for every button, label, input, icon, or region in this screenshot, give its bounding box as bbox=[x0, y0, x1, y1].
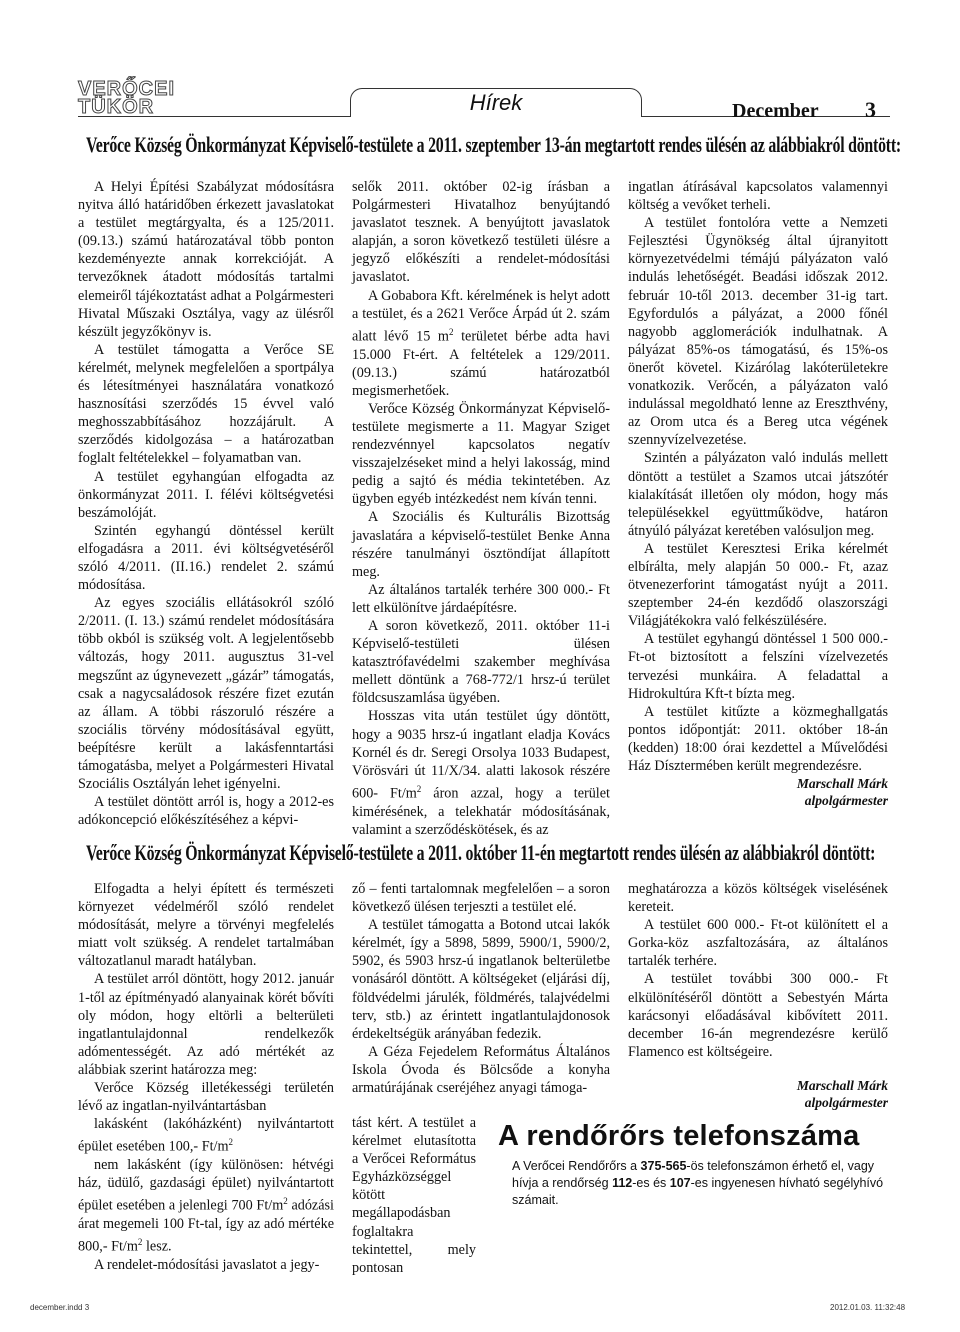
text-run: -ös telefonszámon érhető el, vagy hívja a rendőrség bbox=[512, 1159, 875, 1190]
police-box-text bbox=[512, 1158, 892, 1209]
article2-column-2 bbox=[352, 880, 610, 1097]
paragraph: A Helyi Építési Szabályzat módosításra nyitva álló határidőben érkezett javaslatokat a testület megtárgyalta, és a 125/2011. (09.13.) számú határozatával több ponton kezdeményezte annak korrekcióját. A tervezőknek átadott módosítás tartalmi elemeiről tájékoztatást adhat a Polgármesteri Hivatal Műszaki Osztálya, vagy az ülésről készült jegyzőkönyv is. bbox=[78, 179, 334, 340]
paragraph: A testület támogatta a Verőce SE kérelmét, melynek megfelelően a sportpálya és létesítményei használatára vonatkozó hasznosítási szerződés 15 évvel való meghosszabbításához hozzájárult. A szerződés kidolgozása – a határozatban foglalt feltételekkel – folyamatban van. bbox=[78, 341, 334, 467]
logo-line-2: TÜKÖR bbox=[78, 96, 155, 118]
masthead-logo bbox=[78, 80, 175, 116]
phone-number: 375-565 bbox=[640, 1159, 687, 1173]
paragraph: A testület döntött arról is, hogy a 2012-es adókoncepció előkészítéséhez a képvi- bbox=[78, 794, 334, 829]
signature-name: Marschall Márk bbox=[796, 1077, 888, 1093]
paragraph: ingatlan átírásával kapcsolatos valamennyi költség a vevőket terheli. bbox=[628, 179, 888, 214]
paragraph: selők 2011. október 02-ig írásban a Polgármesteri Hivatalhoz benyújtandó javaslatot tesznek. A benyújtott javaslatok alapján, a soron következő testületi ülésre a jegyző előkészíti a rendelet-módosítási javaslatot. bbox=[352, 179, 610, 286]
footer-timestamp: 2012.01.03. 11:32:48 bbox=[830, 1303, 906, 1312]
paragraph: Szintén egyhangú döntéssel került elfogadásra a 2011. évi költségvetéséről szóló 4/2011. (II.16.) rendelet 2. számú módosítása. bbox=[78, 522, 334, 594]
paragraph bbox=[352, 287, 610, 400]
text-run: lakásként (lakóházként) nyilvántartott épület esetében 100,- Ft/m bbox=[78, 1116, 334, 1156]
paragraph bbox=[78, 1115, 334, 1156]
text-run: -es ingyenesen hívható segélyhívó számait. bbox=[512, 1176, 884, 1207]
paragraph: A Géza Fejedelem Református Általános Iskola Óvoda és Bölcsőde a konyha armatúrájának cseréjéhez anyagi támoga- bbox=[352, 1043, 610, 1097]
text-run: A Verőcei Rendőrőrs a bbox=[512, 1159, 641, 1173]
section-label: Hírek bbox=[469, 90, 523, 115]
paragraph: Szintén a pályázaton való indulás mellett döntött a testület a Szamos utcai játszótér kialakítását illetően oly módon, hogy más településekkel együttműködve, határon átnyúló pályázat keretében valósuljon meg. bbox=[628, 450, 888, 539]
text-run: nem lakásként (így különösen: hétvégi ház, üdülő, gazdasági épület) nyilvántartott épület esetében a jelenlegi 700 Ft/m bbox=[78, 1157, 334, 1215]
paragraph: A testület arról döntött, hogy 2012. január 1-től az építményadó alanyainak körét bővíti oly módon, hogy eltörli a belterületi ingatlantulajdonnal rendelkezők adómentességét. Az adó mértékét az alábbiak szerint határozza meg: bbox=[78, 971, 334, 1078]
paragraph: Az általános tartalék terhére 300 000.- Ft lett elkülönítve járdaépítésre. bbox=[352, 581, 610, 616]
article1-column-1 bbox=[78, 178, 334, 829]
paragraph: Az egyes szociális ellátásokról szóló 2/2011. (I. 13.) számú rendelet módosítására több okból is szükség volt. A legjelentősebb változás, hogy 2011. augusztus 31-vel megszűnt az úgynevezett „gázár” támogatás, csak a nagycsaládosok részére fizet ezután az állam. A többi rászoruló részére a szociális törvény módosításával együtt, beépítésre került a lakásfenntartási támogatásba, melyet a Polgármesteri Hivatal Szociális Osztályán lehet igényelni. bbox=[78, 595, 334, 793]
text-run: Hosszas vita után testület úgy döntött, hogy a 9035 hrsz-ú ingatlant eladja Kovács Kornél és dr. Seregi Orsolya 1033 Budapest, Vörösvári út 11/X/34. alatti lakosok részére 600- Ft/m bbox=[352, 708, 610, 802]
footer-filename: december.indd 3 bbox=[30, 1303, 90, 1312]
text-run: -es és bbox=[632, 1176, 670, 1190]
article2-column-2-continued bbox=[352, 1114, 476, 1277]
logo-line-1: VERŐCEI bbox=[78, 78, 176, 100]
signature-title: alpolgármester bbox=[804, 793, 888, 809]
text-run: területet bérbe adta havi 15.000 Ft-ért. A feltételek a 129/2011. (09.13.) számú határozatból megismerhetőek. bbox=[352, 328, 610, 399]
article1-column-2 bbox=[352, 178, 610, 839]
superscript: 2 bbox=[448, 326, 454, 337]
article1-headline: Verőce Község Önkormányzat Képviselő-testülete a 2011. szeptember 13-án megtartott rendes ülésén az alábbiakról döntött: bbox=[86, 132, 901, 157]
paragraph: A testület 600 000.- Ft-ot különített el a Gorka-köz aszfaltozására, az általános tartalék terhére. bbox=[628, 917, 888, 970]
text-run: lesz. bbox=[142, 1238, 172, 1255]
paragraph: meghatározza a közös költségek viselésének kereteit. bbox=[628, 881, 888, 916]
superscript: 2 bbox=[137, 1237, 143, 1248]
paragraph: A testület fontolóra vette a Nemzeti Fejlesztési Ügynökség által újranyitott környezetvédelmi témájú pályázaton való indulás lehetőségét. Beadási időszak 2012. február 10-től 2013. december 31-ig tart. Egyfordulós a pályázat, a 2000 főnél nagyobb agglomerációk indulhatnak. A pályázat 85%-os támogatású, és 15%-os önerőt követel. Kizárólag lakóterületekre vonatkozik. Verőcén, a pályázaton való indulással megoldható lenne az Ereszthvény, az Orom utca és a Bereg utca végének szennyvízelvezetése. bbox=[628, 215, 888, 449]
police-box-title: A rendőrőrs telefonszáma bbox=[498, 1120, 860, 1152]
article2-column-3 bbox=[628, 880, 888, 1111]
paragraph: A soron következő, 2011. október 11-i Képviselő-testületi ülésen katasztrófavédelmi szakember meghívása mellett döntünk a 768-772/1 hrsz-ú terület földcsuszamlása ügyében. bbox=[352, 617, 610, 707]
text-run: A Gobabora Kft. kérelmének is helyt adott a testület, és a 2621 Verőce Árpád út 2. szám alatt lévő 15 m bbox=[352, 287, 610, 345]
paragraph: A testület Keresztesi Erika kérelmét elbírálta, mely alapján 50 000.- Ft, azaz ötvenezerforint támogatást nyújt a 2011. szeptember 24-én kezdődő olaszországi Világjátékokra való felkészülésére. bbox=[628, 540, 888, 630]
paragraph: Verőce Község illetékességi területén lévő az ingatlan-nyilvántartásban bbox=[78, 1080, 334, 1115]
text-run: áron azzal, hogy a terület kimérésének, a telekhatár módosításának, valamint a szerződéskötések, és az bbox=[352, 785, 610, 838]
police-phone-box bbox=[498, 1120, 892, 1220]
paragraph: A testület kitűzte a közmeghallgatás pontos időpontját: 2011. október 18-án (kedden) 18:00 órai kezdettel a Művelődési Ház Dísztermében került megrendezésre. bbox=[628, 703, 888, 774]
article2-headline: Verőce Község Önkormányzat Képviselő-testülete a 2011. október 11-én megtartott rendes ülésén az alábbiakról döntött: bbox=[86, 840, 876, 865]
paragraph: A Szociális és Kulturális Bizottság javaslatára a képviselő-testület Benke Anna részére tanulmányi ösztöndíjat állapított meg. bbox=[352, 509, 610, 580]
paragraph: A testület egyhangúan elfogadta az önkormányzat 2011. I. félévi költségvetési beszámolóját. bbox=[78, 468, 334, 521]
page-number: 3 bbox=[865, 97, 876, 122]
paragraph: A testület további 300 000.- Ft elkülönítéséről döntött a Sebestyén Márta karácsonyi előadásával kibővített 2011. december 16-án megrendezésre kerülő Flamenco est költségeire. bbox=[628, 971, 888, 1060]
paragraph: A rendelet-módosítási javaslatot a jegy- bbox=[94, 1257, 320, 1274]
signature-title: alpolgármester bbox=[804, 1094, 888, 1110]
paragraph bbox=[78, 1156, 334, 1256]
superscript: 2 bbox=[283, 1196, 288, 1207]
issue-month: December bbox=[732, 100, 819, 122]
article2-column-1 bbox=[78, 880, 334, 1274]
emergency-number: 112 bbox=[612, 1176, 633, 1190]
superscript: 2 bbox=[416, 783, 422, 794]
paragraph: Elfogadta a helyi épített és természeti környezet védelméről szóló rendelet módosítását, melyre a törvényi megfelelés miatt volt szükség. A rendelet tartalmában változatlanul maradt hatályban. bbox=[78, 881, 334, 970]
paragraph: A testület egyhangú döntéssel 1 500 000.-Ft-ot biztosított a felszíni vízelvezetés tervezési munkáira. A feladattal a Hidrokultúra Kft-t bízta meg. bbox=[628, 631, 888, 702]
article1-column-3 bbox=[628, 178, 888, 809]
paragraph: tást kért. A testület a kérelmet elutasította a Verőcei Református Egyházközséggel kötött megállapodásban foglaltakra tekintettel, mely pontosan bbox=[352, 1115, 476, 1276]
paragraph bbox=[352, 707, 610, 838]
section-tab bbox=[350, 88, 642, 117]
superscript: 2 bbox=[228, 1137, 234, 1148]
signature-name: Marschall Márk bbox=[796, 776, 888, 792]
paragraph: ző – fenti tartalomnak megfelelően – a soron következő ülésen terjeszti a testület elé. bbox=[352, 881, 610, 916]
text-run: adózási árat megemeli 100 Ft-tal, így az adó mértéke 800,- Ft/m bbox=[78, 1198, 334, 1255]
paragraph: Verőce Község Önkormányzat Képviselő-testülete megismerte a 11. Magyar Sziget rendezvénnyel kapcsolatos negatív visszajelzéseket mind a helyi lakosság, mind pedig a sajtó és média tekintetében. Az ügyben egyéb intézkedést nem kíván tenni. bbox=[352, 400, 610, 508]
paragraph: A testület támogatta a Botond utcai lakók kérelmét, így a 5898, 5899, 5900/1, 5900/2, 5902, és 5903 hrsz-ú ingatlanok belterületbe vonásáról döntött. A költségeket (eljárási díj, földvédelmi járulék, földmérés, talajvédelmi terv, stb.) az érintett ingatlantulajdonosok érdekeltségük arányában fedezik. bbox=[352, 917, 610, 1042]
emergency-number: 107 bbox=[669, 1176, 691, 1190]
